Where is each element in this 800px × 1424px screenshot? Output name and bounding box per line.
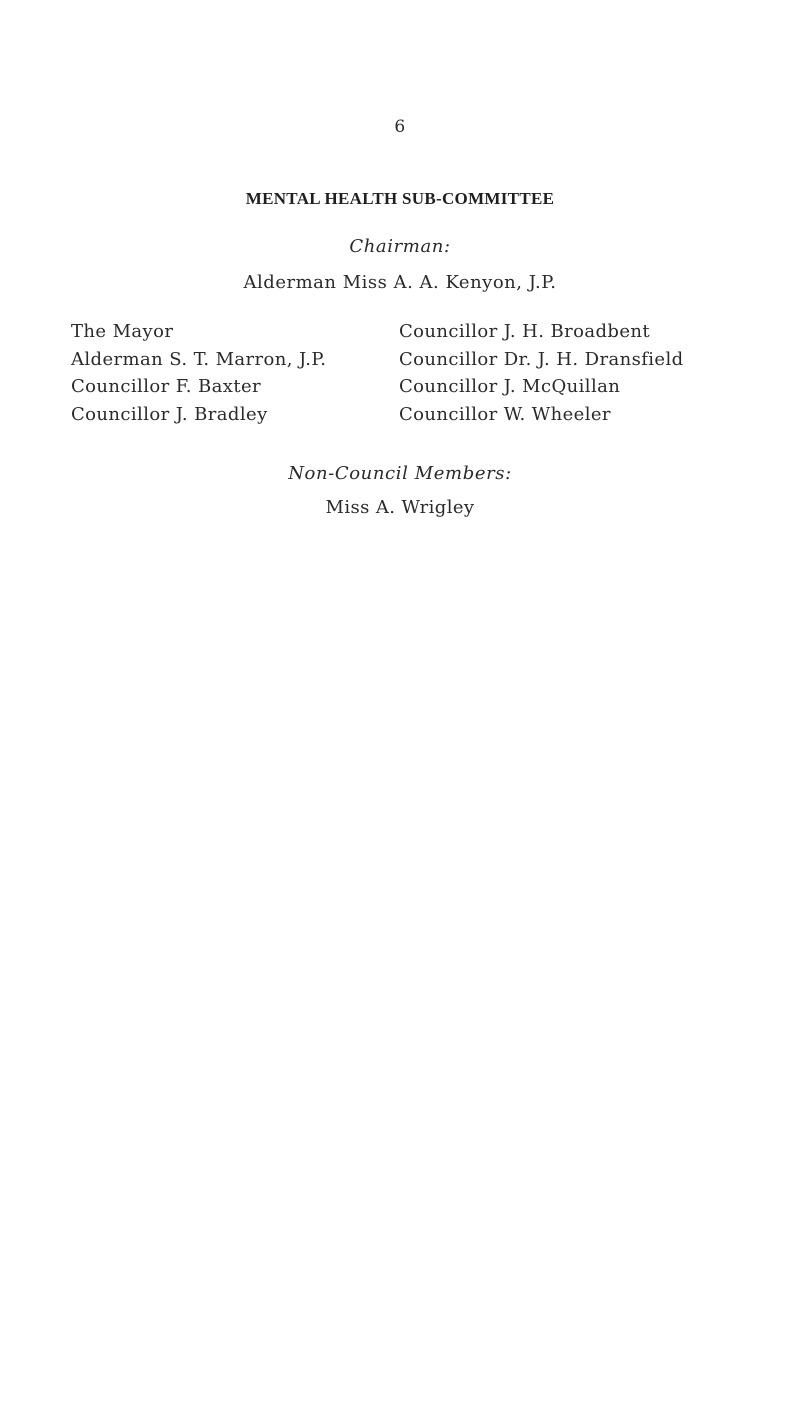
member-name: Councillor J. Bradley [71, 403, 268, 425]
member-column-left [71, 318, 326, 428]
member-name: The Mayor [71, 321, 174, 342]
member-list [71, 318, 791, 428]
member-name: Councillor J. H. Broadbent [399, 321, 651, 342]
member-name: Councillor Dr. J. H. Dransfield [399, 348, 684, 370]
chairman-label: Chairman: [349, 236, 451, 257]
member-name: Councillor J. McQuillan [399, 376, 621, 397]
chairman-name: Alderman Miss A. A. Kenyon, J.P. [243, 272, 557, 293]
page-number: 6 [394, 117, 406, 137]
committee-title: MENTAL HEALTH SUB-COMMITTEE [245, 189, 555, 208]
non-council-members-label: Non-Council Members: [288, 463, 512, 484]
member-name: Councillor F. Baxter [71, 376, 262, 397]
member-column-right [399, 318, 684, 428]
member-name: Alderman S. T. Marron, J.P. [71, 348, 327, 370]
non-council-member-name: Miss A. Wrigley [325, 497, 475, 518]
member-name: Councillor W. Wheeler [399, 403, 611, 425]
